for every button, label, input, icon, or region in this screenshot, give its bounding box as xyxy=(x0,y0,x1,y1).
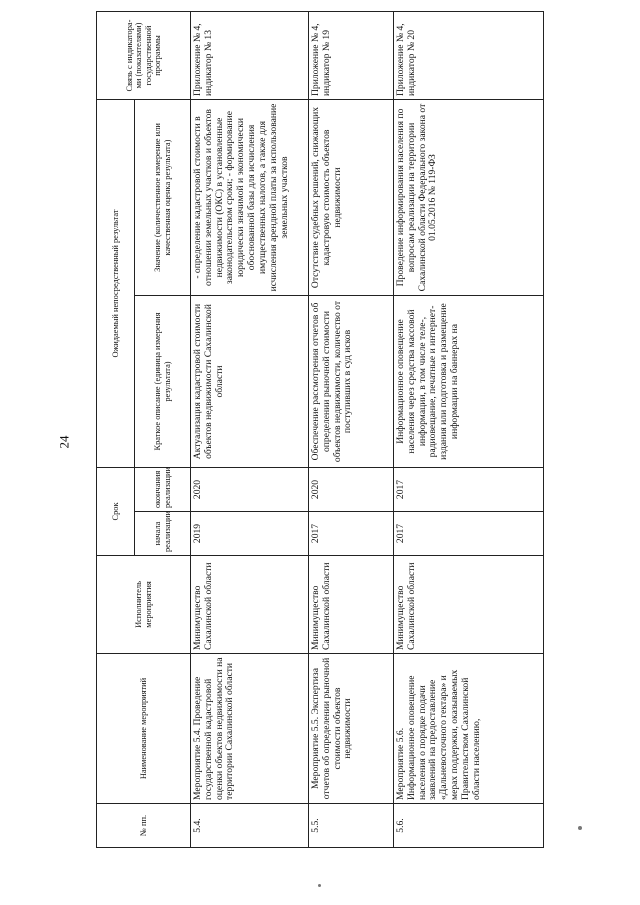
row-link: Приложение № 4, индикатор № 13 xyxy=(191,12,309,100)
row-start: 2017 xyxy=(309,512,394,556)
row-name: Мероприятие 5.4. Проведение государственной кадастровой оценки объектов недвижимости на территории Сахалинской области xyxy=(191,654,309,804)
row-short: Актуализация кадастровой стоимости объектов недвижимости Сахалинской области xyxy=(191,296,309,468)
page-number: 24 xyxy=(56,435,71,449)
row-end: 2020 xyxy=(191,468,309,512)
row-num: 5.4. xyxy=(191,804,309,848)
row-executor: Минимущество Сахалинской области xyxy=(191,556,309,654)
measures-table xyxy=(96,11,544,848)
row-num: 5.5. xyxy=(309,804,394,848)
header-num: № пп. xyxy=(97,804,191,848)
row-executor: Минимущество Сахалинской области xyxy=(394,556,544,654)
row-num: 5.6. xyxy=(394,804,544,848)
scan-speck xyxy=(318,884,321,887)
header-term-end: окончания реализации xyxy=(135,468,191,512)
row-value: Отсутствие судебных решений, снижающих кадастровую стоимость объектов недвижимости xyxy=(309,100,394,296)
row-value: - определение кадастровой стоимости в отношении земельных участков и объектов недвижимости (ОКС) в установленные законодательством сроки; - формирование юридически значимой и экономически обоснованной базы для исчисления имущественных налогов, а также для исчисления арендной платы за использование земельных участков xyxy=(191,100,309,296)
row-end: 2020 xyxy=(309,468,394,512)
header-term: Срок xyxy=(97,468,135,556)
header-name: Наименование мероприятий xyxy=(97,654,191,804)
header-term-start: начала реализации xyxy=(135,512,191,556)
row-short: Информационное оповещение населения через средства массовой информации, в том числе теле-, радиовещание, печатные и интернет-издания или подготовка и размещение информации на баннерах на xyxy=(394,296,544,468)
row-start: 2017 xyxy=(394,512,544,556)
header-result-value: Значение (количественное измерение или качественная оценка результата) xyxy=(135,100,191,296)
header-link: Связь с индикатора-ми (показателями) государственной программы xyxy=(97,12,191,100)
row-name: Мероприятие 5.6. Информационное оповещение населения о порядке подачи заявлений на предоставление «Дальневосточного гектара» и мерах поддержки, оказываемых Правительством Сахалинской области населению, xyxy=(394,654,544,804)
row-end: 2017 xyxy=(394,468,544,512)
row-start: 2019 xyxy=(191,512,309,556)
header-result: Ожидаемый непосредственный результат xyxy=(97,100,135,468)
row-executor: Минимущество Сахалинской области xyxy=(309,556,394,654)
table-row xyxy=(309,12,394,848)
row-link: Приложение № 4, индикатор № 20 xyxy=(394,12,544,100)
header-result-short: Краткое описание (единица измерения результата) xyxy=(135,296,191,468)
header-executor: Исполнитель мероприятия xyxy=(97,556,191,654)
rotated-table-wrapper xyxy=(96,12,543,848)
row-name: Мероприятие 5.5. Экспертиза отчетов об определении рыночной стоимости объектов недвижимости xyxy=(309,654,394,804)
table-row xyxy=(191,12,309,848)
row-short: Обеспечение рассмотрения отчетов об определении рыночной стоимости объектов недвижимости, количество от поступивших в суд исков xyxy=(309,296,394,468)
row-link: Приложение № 4, индикатор № 19 xyxy=(309,12,394,100)
row-value: Проведение информирования населения по вопросам реализации на территории Сахалинской области Федерального закона от 01.05.2016 № 119-ФЗ xyxy=(394,100,544,296)
scan-speck xyxy=(578,826,582,830)
table-row xyxy=(394,12,544,848)
